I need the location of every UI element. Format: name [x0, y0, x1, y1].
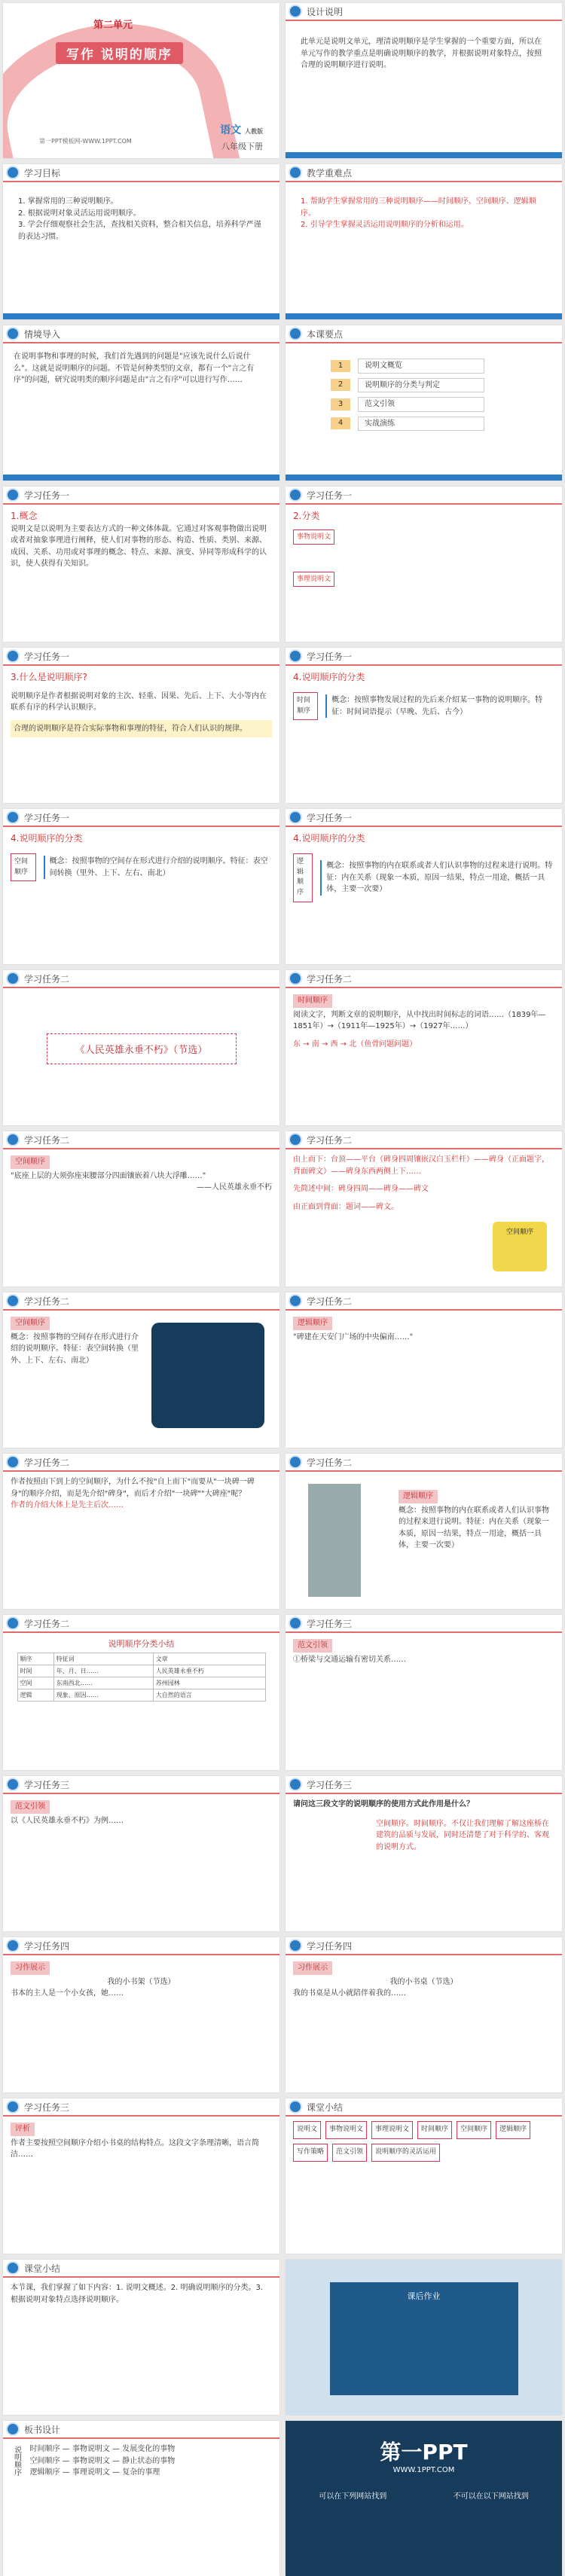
bullet-icon	[290, 167, 301, 178]
task4a-header: 学习任务四	[3, 1937, 279, 1955]
design-header: 设计说明	[286, 3, 562, 21]
table-cell: 苏州园林	[153, 1677, 265, 1689]
task4a-text: 书本的主人是一个小女孩，她……	[11, 1989, 124, 1998]
bullet-icon	[290, 1940, 301, 1951]
task3b-text: 以《人民英雄永垂不朽》为例……	[11, 1816, 124, 1825]
task2d-header: 学习任务二	[286, 1131, 562, 1149]
ad-links	[286, 2489, 562, 2501]
outline-number: 1	[331, 360, 350, 372]
task3a-text: ①桥梁与交通运输有密切关系……	[293, 1655, 406, 1664]
cover-slide[interactable]	[3, 3, 279, 158]
task1c-text1: 说明顺序是作者根据说明对象的主次、轻重、因果、先后、上下、大小等内在联系有序的科学认识顺序。	[11, 691, 267, 713]
task2e-body	[3, 1311, 146, 1371]
design-text: 此单元是说明文单元，理清说明顺序是学生掌握的一个重要方面，所以在单元写作的教学重点是明确说明顺序的教学，并根据说明对象特点，按照合理的说明顺序进行说明。	[301, 38, 542, 69]
task4b-text: 我的书桌是从小就陪伴着我的……	[293, 1989, 406, 1998]
task2e-text: 概念：按照事物的空间存在形式进行介绍的说明顺序。特征：表空间转换（里外、上下、左右、南北）	[11, 1332, 139, 1365]
task1f-text: 概念：按照事物的内在联系或者人们认识事物的过程来进行说明。特征：内在关系（现象一本质，原因一结果，特点一用途，概括一具体，主要一次要）	[320, 860, 554, 896]
keypoints-header: 教学重难点	[286, 164, 562, 182]
task4b-tag: 习作展示	[293, 1961, 332, 1975]
bullet-icon	[8, 2424, 18, 2434]
board-header: 板书设计	[3, 2421, 279, 2439]
task1a-header: 学习任务一	[3, 487, 279, 505]
task1b-item	[293, 531, 554, 543]
mindmap-node: 时间顺序	[417, 2121, 452, 2139]
task5-body	[3, 2117, 279, 2165]
task2g-body	[3, 1472, 279, 1516]
mindmap-node: 空间顺序	[457, 2121, 491, 2139]
task1b-header: 学习任务一	[286, 487, 562, 505]
task2f-slide[interactable]	[286, 1293, 562, 1448]
bullet-icon	[290, 2101, 301, 2112]
table-cell: 时间	[17, 1665, 53, 1677]
task5-text: 作者主要按照空间顺序介绍小书桌的结构特点。这段文字条理清晰，语言简洁……	[11, 2138, 259, 2159]
bullet-icon	[290, 1134, 301, 1145]
task2c-header: 学习任务二	[3, 1131, 279, 1149]
task1c-text2: 合理的说明顺序是符合实际事物和事理的特征，符合人们认识的规律。	[11, 720, 272, 738]
task1e-label: 空间顺序	[11, 853, 36, 882]
outline-label: 实战演练	[358, 417, 484, 432]
bullet-icon	[290, 6, 301, 17]
ad-slide[interactable]	[286, 2421, 562, 2576]
outline-label: 说明顺序的分类与判定	[358, 378, 484, 393]
outline-item[interactable]	[331, 378, 517, 393]
task2a-slide[interactable]	[3, 970, 279, 1125]
footer-bar	[286, 313, 562, 319]
task3c-slide[interactable]	[286, 1776, 562, 1931]
mindmap-node: 范文引领	[332, 2144, 367, 2162]
task2d-badge: 空间顺序	[493, 1222, 547, 1271]
mindmap-node: 逻辑顺序	[496, 2121, 530, 2139]
task2d-line2: 先简述中间：碑身四周——碑身——碑文	[293, 1185, 429, 1193]
task2d-body	[286, 1149, 562, 1217]
outline-label: 范文引领	[358, 397, 484, 412]
task2h-slide[interactable]	[286, 1454, 562, 1609]
table-cell: 大自然的语言	[153, 1689, 265, 1702]
task2e-slide[interactable]	[3, 1293, 279, 1448]
task1a-body	[3, 505, 279, 575]
bullet-icon	[8, 1779, 18, 1790]
outline-item[interactable]	[331, 417, 517, 432]
slide-grid	[3, 3, 562, 2576]
bullet-icon	[290, 1296, 301, 1306]
task1f-slide[interactable]	[286, 809, 562, 964]
task4b-title: 我的小书桌（节选）	[389, 1977, 458, 1986]
task3c-question: 请问这三段文字的说明顺序的使用方式此作用是什么？	[293, 1800, 474, 1808]
summary-table	[17, 1653, 266, 1702]
intro-slide[interactable]	[3, 325, 279, 481]
keypoint-item: 1. 帮助学生掌握常用的三种说明顺序——时间顺序、空间顺序、逻辑顺序。	[301, 197, 536, 218]
task5-slide[interactable]	[3, 2098, 279, 2254]
objectives-header: 学习目标	[3, 164, 279, 182]
task2f-tag: 逻辑顺序	[293, 1317, 332, 1330]
bullet-icon	[290, 1618, 301, 1628]
task2c-source: ——人民英雄永垂不朽	[197, 1183, 272, 1192]
task3b-tag: 范文引领	[11, 1800, 50, 1814]
bullet-icon	[290, 651, 301, 661]
table-cell: 空间	[17, 1677, 53, 1689]
task2e-tag: 空间顺序	[11, 1317, 50, 1330]
task2d-line1: 由上而下：台顶——平台（碑身四周镶嵌汉白玉栏杆）——碑身（正面题字，背面碑文）——碑身东西两侧上下……	[293, 1155, 549, 1176]
bullet-icon	[8, 1457, 18, 1467]
task1d-header: 学习任务一	[286, 648, 562, 666]
task4a-tag: 习作展示	[11, 1961, 50, 1975]
task1c-sub: 3.什么是说明顺序?	[11, 672, 87, 682]
task1b-label1: 事物说明文	[293, 530, 334, 545]
intro-header: 情境导入	[3, 325, 279, 343]
keypoints-list	[286, 182, 562, 245]
objectives-list	[3, 182, 279, 256]
table-cell: 特征词	[53, 1653, 153, 1665]
cover-title: 写作 说明的顺序	[56, 42, 183, 64]
mindmap-node: 说明顺序的灵活运用	[371, 2144, 440, 2162]
bullet-icon	[8, 1134, 18, 1145]
task1d-text: 概念：按照事物发展过程的先后来介绍某一事物的说明顺序。特征：时间词语提示（早晚、先后、古今）	[325, 694, 554, 718]
bullet-icon	[8, 973, 18, 984]
task1b-item	[293, 573, 554, 585]
task2c-quote: "底座上层的大须弥座束腰部分四面镶嵌着八块大浮雕……"	[11, 1171, 206, 1180]
summary1-slide[interactable]	[286, 2098, 562, 2254]
bullet-icon	[8, 2101, 18, 2112]
board-row: 逻辑顺序 — 事理说明文 — 复杂的事理	[29, 2468, 160, 2477]
task2i-title: 说明顺序分类小结	[108, 1639, 175, 1649]
task2h-tag: 逻辑顺序	[399, 1490, 438, 1503]
bullet-icon	[8, 812, 18, 823]
task2b-tag: 时间顺序	[293, 994, 332, 1008]
mindmap-node: 写作策略	[293, 2144, 328, 2162]
board-body	[3, 2439, 279, 2483]
outline-number: 3	[331, 398, 350, 411]
design-slide[interactable]	[286, 3, 562, 158]
mindmap-node: 事物说明文	[325, 2121, 367, 2139]
bullet-icon	[290, 973, 301, 984]
task2d-line3: 由正面到背面：题词——碑文。	[293, 1202, 399, 1211]
task1c-header: 学习任务一	[3, 648, 279, 666]
task1e-slide[interactable]	[3, 809, 279, 964]
task2b-body	[286, 988, 562, 1055]
outline-slide[interactable]	[286, 325, 562, 481]
task3c-header: 学习任务三	[286, 1776, 562, 1794]
table-cell: 人民英雄永垂不朽	[153, 1665, 265, 1677]
cover-subject: 语文 人教版	[220, 124, 263, 136]
objective-item: 3. 学会仔细观察社会生活，查找相关资料，整合相关信息，培养科学严谨的表达习惯。	[18, 221, 261, 241]
outline-item[interactable]	[331, 359, 517, 374]
bullet-icon	[8, 1940, 18, 1951]
task2d-slide[interactable]	[286, 1131, 562, 1286]
task1d-label: 时间顺序	[293, 692, 318, 721]
task1b-sub: 2.分类	[293, 511, 320, 521]
ad-right: 不可以在以下网站找到	[453, 2492, 529, 2501]
task2b-arrow: 东 → 南 → 西 → 北（鱼骨问题问题）	[293, 1039, 417, 1048]
task1f-label: 逻辑顺序	[293, 853, 313, 903]
task2g-slide[interactable]	[3, 1454, 279, 1609]
task1e-text: 概念：按照事物的空间存在形式进行介绍的说明顺序。特征：表空间转换（里外、上下、左右、南北）	[44, 856, 272, 879]
board-rows	[30, 2443, 176, 2479]
footer-bar	[286, 152, 562, 158]
mindmap-node: 说明文	[293, 2121, 321, 2139]
mindmap-node: 事理说明文	[371, 2121, 413, 2139]
table-cell: 顺序	[17, 1653, 53, 1665]
task5-tag: 评析	[11, 2123, 35, 2136]
task2b-text: 阅读文字，判断文章的说明顺序，从中找出时间标志的词语……（1839年—1851年）→（1911年—1925年）→（1927年……）	[293, 1010, 546, 1030]
task1c-body	[3, 666, 279, 742]
keypoint-item: 2. 引导学生掌握灵活运用说明顺序的分析和运用。	[301, 221, 469, 229]
table-cell: 文章	[153, 1653, 265, 1665]
task2a-header: 学习任务二	[3, 970, 279, 988]
footer-bar	[3, 475, 279, 481]
task2g-red: 作者的介绍大体上是先主后次……	[11, 1501, 124, 1509]
task1e-header: 学习任务一	[3, 809, 279, 827]
task1a-slide[interactable]	[3, 487, 279, 642]
board-row: 时间顺序 — 事物说明文 — 发展变化的事物	[29, 2445, 176, 2453]
task1f-header: 学习任务一	[286, 809, 562, 827]
ad-url[interactable]: WWW.1PPT.COM	[392, 2466, 455, 2474]
bullet-icon	[8, 651, 18, 661]
ad-brand: 第一PPT	[380, 2440, 468, 2465]
task2c-tag: 空间顺序	[11, 1155, 50, 1169]
summary2-text: 本节课，我们掌握了如下内容：1. 说明文概述。2. 明确说明顺序的分类。3. 根据说明对象特点选择说明顺序。	[11, 2284, 263, 2304]
task3a-header: 学习任务三	[286, 1615, 562, 1633]
task4a-slide[interactable]	[3, 1937, 279, 2092]
task2b-slide[interactable]	[286, 970, 562, 1125]
table-row	[17, 1677, 265, 1689]
task1a-sub: 1.概念	[11, 511, 38, 521]
task1a-text: 说明文是以说明为主要表达方式的一种文体体裁。它通过对客观事物做出说明或者对抽象事理进行阐释，使人们对事物的形态、构造、性质、类别、来源、成因、关系、功用或对事理的概念、特点、来源、演变、异同等形成科学的认识，使人获得有关知识。	[11, 524, 267, 569]
keypoints-slide[interactable]	[286, 164, 562, 319]
task2i-slide[interactable]	[3, 1615, 279, 1770]
task3c-answer: 空间顺序。时间顺序。不仅让我们理解了解这座桥在建筑的品质与发展，同时还清楚了对于科学的、客观的说明方式。	[376, 1819, 549, 1851]
task2h-text: 概念：按照事物的内在联系或者人们认识事物的过程来进行说明。特征：内在关系（现象一本质，原因一结果，特点一用途，概括一具体，主要一次要）	[399, 1506, 549, 1549]
ad-left: 可以在下列网站找到	[319, 2492, 387, 2501]
summary1-header: 课堂小结	[286, 2098, 562, 2117]
footer-bar	[3, 313, 279, 319]
outline-number: 2	[331, 379, 350, 391]
task2i-header: 学习任务二	[3, 1615, 279, 1633]
outline-number: 4	[331, 417, 350, 429]
task4b-body	[286, 1955, 562, 2004]
table-cell: 年、月、日……	[53, 1665, 153, 1677]
bullet-icon	[8, 490, 18, 500]
board-slide[interactable]	[3, 2421, 279, 2576]
task1b-body	[286, 505, 562, 589]
bullet-icon	[290, 490, 301, 500]
task2f-header: 学习任务二	[286, 1293, 562, 1311]
task2g-text: 作者按照由下到上的空间顺序，为什么不按"自上而下"而要从"一块碑一碑身"的顺序介绍，而是先介绍"碑身"，而后才介绍"一块碑""大碑座"呢？	[11, 1478, 255, 1498]
task1d-slide[interactable]	[286, 648, 562, 803]
task1b-label2: 事理说明文	[293, 572, 334, 587]
intro-text: 在说明事物和事理的时候，我们首先遇到的问题是"应该先说什么后说什么"。这就是说明顺序的问题。不管是何种类型的文章，都有一个"言之有序"的问题，研究说明类的顺序问题是由"言之有序"可以进行写作……	[14, 353, 255, 384]
summary2-header: 课堂小结	[3, 2260, 279, 2278]
outline-label: 说明文概览	[358, 359, 484, 374]
task2f-text: "碑建在天安门广场的中央偏南……"	[293, 1332, 414, 1341]
table-cell: 逻辑	[17, 1689, 53, 1702]
task2h-body	[391, 1484, 557, 1556]
board-row: 空间顺序 — 事物说明文 — 静止状态的事物	[29, 2456, 176, 2465]
task4a-body	[3, 1955, 279, 2004]
task3a-body	[286, 1633, 562, 1670]
task3a-tag: 范文引领	[293, 1639, 332, 1653]
bullet-icon	[290, 328, 301, 339]
bullet-icon	[290, 812, 301, 823]
bullet-icon	[8, 328, 18, 339]
cover-unit: 第二单元	[93, 20, 133, 31]
board-label: 说明顺序	[12, 2446, 21, 2477]
task4a-title: 我的小书架（节选）	[107, 1977, 176, 1986]
task4b-header: 学习任务四	[286, 1937, 562, 1955]
objective-item: 1. 掌握常用的三种说明顺序。	[18, 197, 118, 206]
task1e-sub: 4.说明顺序的分类	[11, 833, 83, 844]
outline-item[interactable]	[331, 397, 517, 412]
bullet-icon	[8, 167, 18, 178]
footer-bar	[286, 475, 562, 481]
cover-credit: 第一PPT模板网-WWW.1PPT.COM	[39, 138, 132, 145]
task2b-header: 学习任务二	[286, 970, 562, 988]
task3a-slide[interactable]	[286, 1615, 562, 1770]
table-row	[17, 1653, 265, 1665]
task1e-body	[3, 827, 279, 886]
objective-item: 2. 根据说明对象灵活运用说明顺序。	[18, 209, 141, 218]
task3b-body	[3, 1794, 279, 1831]
task3c-body	[286, 1794, 562, 1857]
objectives-slide[interactable]	[3, 164, 279, 319]
homework-slide[interactable]	[286, 2260, 562, 2415]
homework-title: 课后作业	[407, 2291, 441, 2301]
monument-photo	[308, 1484, 361, 1597]
task3b-slide[interactable]	[3, 1776, 279, 1931]
outline-list	[286, 343, 562, 446]
table-row	[17, 1665, 265, 1677]
task1f-body	[286, 827, 562, 907]
task1f-row	[293, 853, 554, 903]
task2c-body	[3, 1149, 279, 1198]
summary1-mindmap	[286, 2117, 562, 2166]
bullet-icon	[290, 1457, 301, 1467]
task3b-header: 学习任务三	[3, 1776, 279, 1794]
task1f-sub: 4.说明顺序的分类	[293, 833, 365, 844]
task1e-row	[11, 853, 272, 882]
bullet-icon	[290, 1779, 301, 1790]
task1d-body	[286, 666, 562, 725]
homework-card	[330, 2282, 518, 2395]
task1c-slide[interactable]	[3, 648, 279, 803]
monument-night-photo	[151, 1323, 264, 1428]
task2g-header: 学习任务二	[3, 1454, 279, 1472]
table-cell: 现象、原因……	[53, 1689, 153, 1702]
task1d-sub: 4.说明顺序的分类	[293, 672, 365, 682]
task2f-body	[286, 1311, 562, 1348]
task2e-header: 学习任务二	[3, 1293, 279, 1311]
bullet-icon	[8, 1618, 18, 1628]
task2c-slide[interactable]	[3, 1131, 279, 1286]
bullet-icon	[8, 1296, 18, 1306]
task1b-slide[interactable]	[286, 487, 562, 642]
summary2-slide[interactable]	[3, 2260, 279, 2415]
table-row	[17, 1689, 265, 1702]
cover-grade: 八年级下册	[221, 142, 263, 151]
task2a-title: 《人民英雄永垂不朽》（节选）	[47, 1033, 237, 1064]
task2h-header: 学习任务二	[286, 1454, 562, 1472]
outline-header: 本课要点	[286, 325, 562, 343]
task1d-row	[293, 692, 554, 721]
task4b-slide[interactable]	[286, 1937, 562, 2092]
task5-header: 学习任务三	[3, 2098, 279, 2117]
bullet-icon	[8, 2263, 18, 2273]
table-cell: 东南西北……	[53, 1677, 153, 1689]
